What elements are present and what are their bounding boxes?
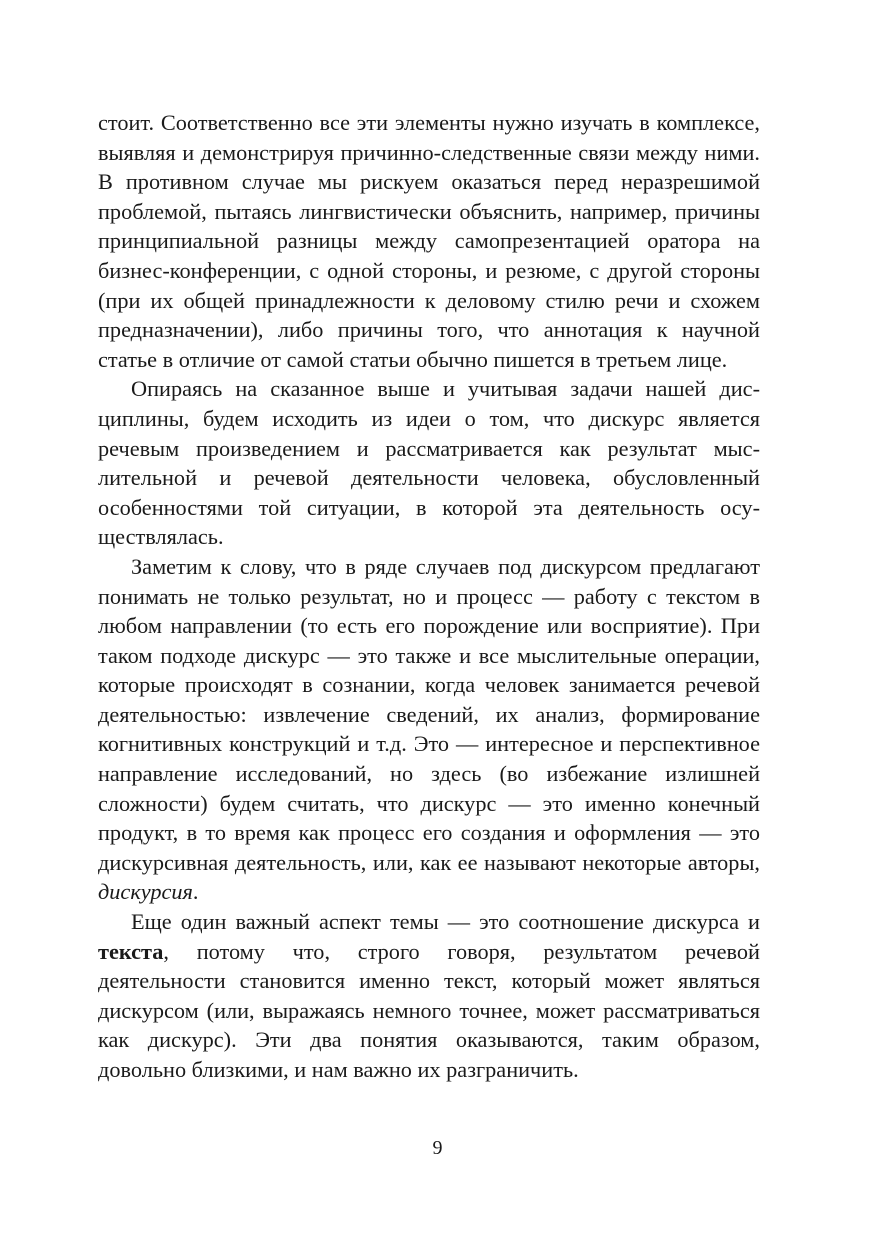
term-diskursiya: дискурсия <box>98 879 193 905</box>
paragraph-4-start: Еще один важный аспект темы — это соотношение дискурса и <box>131 909 760 935</box>
term-teksta: текста <box>98 938 164 964</box>
paragraph-2-text: Опираясь на сказанное выше и учитывая задачи нашей дисциплины, будем исходить из идеи о том, что дискурс является речевым произведением и рассматривается как результат мыслительной и речевой деятельности человека, обусловленный особенностями той ситуации, в которой эта деятельность осуществлялась. <box>98 376 760 550</box>
paragraph-1-text: стоит. Соответственно все эти элементы нужно изучать в комплексе, выявляя и демонстрируя причинно-следственные связи между ними. В противном случае мы рискуем оказаться перед неразрешимой проблемой, пытаясь лингвистически объяснить, например, причины принципиальной разницы между самопрезентацией оратора на бизнес-конференции, с одной стороны, и резюме, с другой стороны (при их общей принадлежности к деловому стилю речи и схожем предназначении), либо причины того, что аннотация к научной статье в отличие от самой статьи обычно пишется в третьем лице. <box>98 110 760 372</box>
paragraph-3 <box>98 552 760 907</box>
paragraph-4 <box>98 907 760 1085</box>
paragraph-1 <box>98 108 760 374</box>
paragraph-3-text: Заметим к слову, что в ряде случаев под дискурсом предлагают понимать не только результат, но и процесс — работу с текстом в любом направлении (то есть его порождение или восприятие). При таком подходе дискурс — это также и все мыслительные операции, которые происходят в сознании, когда человек занимается речевой деятельностью: извлечение сведений, их анализ, формирование когнитивных конструкций и т.д. Это — интересное и перспективное направление исследований, но здесь (во избежание излишней сложности) будем считать, что дискурс — это именно конечный продукт, в то время как процесс его создания и оформления — это дискурсивная деятельность, или, как ее называют некоторые авторы, <box>98 553 760 875</box>
page-number: 9 <box>432 1137 443 1159</box>
page-body <box>98 108 760 1085</box>
paragraph-2 <box>98 374 760 552</box>
paragraph-3-end: . <box>192 879 199 905</box>
paragraph-4-rest: , потому что, строго говоря, результатом речевой деятельности становится именно текст, который может являться дискурсом (или, выражаясь немного точнее, может рассматриваться как дискурс). Эти два понятия оказываются, таким образом, довольно близкими, и нам важно их разграничить. <box>98 938 760 1082</box>
